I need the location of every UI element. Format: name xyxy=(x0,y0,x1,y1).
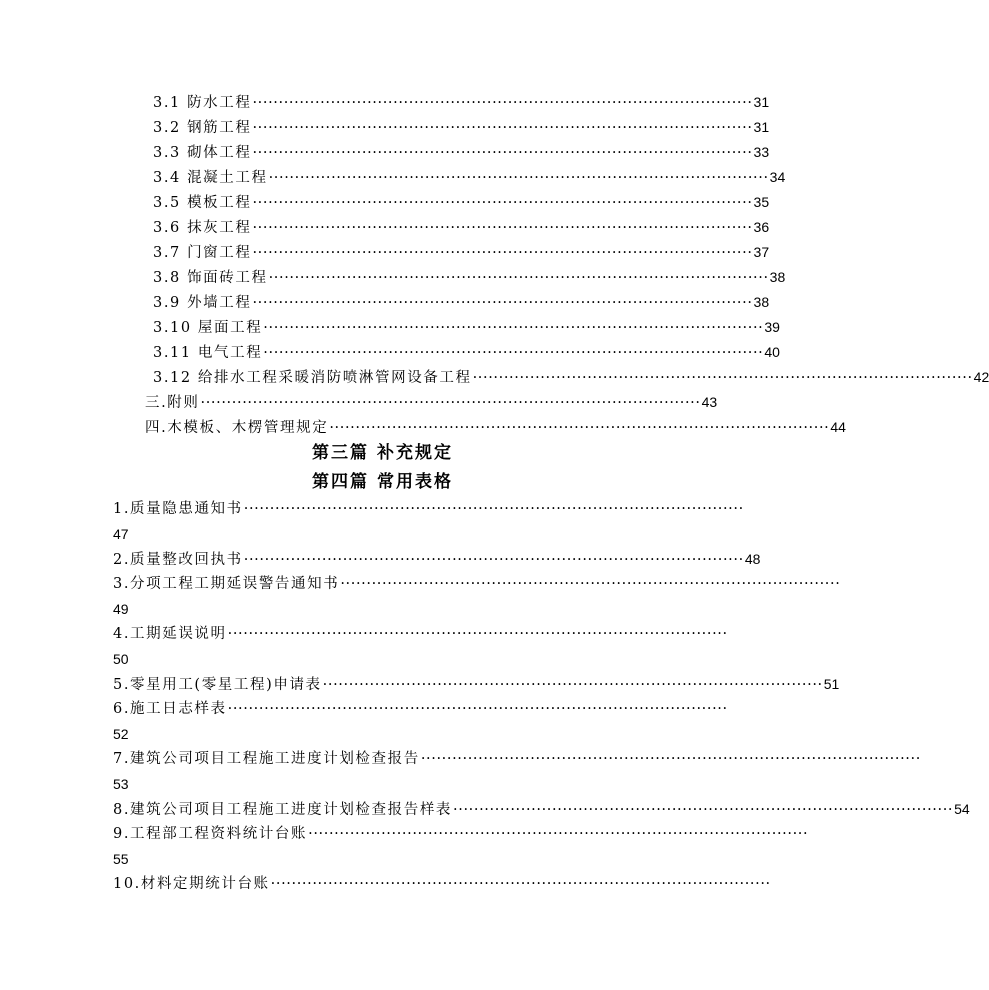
toc-page-number: 39 xyxy=(764,319,780,335)
toc-entry-label: 3.3 砌体工程 xyxy=(153,145,252,161)
toc-entry-3-6[interactable] xyxy=(153,217,770,238)
toc-leader-dots: ································································································ xyxy=(200,395,701,411)
toc-page-number: 33 xyxy=(753,144,770,160)
toc-entry-3-3[interactable] xyxy=(153,142,770,163)
toc-page-number: 31 xyxy=(753,94,770,110)
toc-entry-3-4[interactable] xyxy=(153,167,786,188)
toc-page-number: 47 xyxy=(113,526,129,542)
toc-leader-dots: ································································································ xyxy=(263,345,764,361)
toc-entry-form-6[interactable] xyxy=(113,699,728,719)
toc-leader-dots: ································································································ xyxy=(268,270,769,286)
toc-entry-label: 3.2 钢筋工程 xyxy=(153,120,252,136)
toc-entry-label: 8.建筑公司项目工程施工进度计划检查报告样表 xyxy=(113,802,453,818)
section-heading-part-4: 第四篇 常用表格 xyxy=(312,472,453,492)
toc-page-number: 31 xyxy=(753,119,770,135)
toc-entry-form-4[interactable] xyxy=(113,624,728,644)
toc-leader-dots: ································································································ xyxy=(227,626,728,642)
toc-leader-dots: ································································································ xyxy=(263,320,764,336)
toc-leader-dots: ································································································ xyxy=(322,677,823,693)
toc-entry-3-8[interactable] xyxy=(153,267,786,288)
toc-entry-form-8[interactable] xyxy=(113,799,970,820)
toc-entry-form-1[interactable] xyxy=(113,499,744,519)
toc-entry-label: 4.工期延误说明 xyxy=(113,626,227,642)
toc-entry-label: 3.10 屋面工程 xyxy=(153,320,263,336)
toc-page-number: 53 xyxy=(113,776,129,792)
toc-entry-appendix[interactable] xyxy=(145,392,718,413)
toc-page-number: 48 xyxy=(744,551,761,567)
toc-leader-dots: ································································································ xyxy=(420,751,921,767)
toc-leader-dots: ································································································ xyxy=(227,701,728,717)
toc-entry-form-5[interactable] xyxy=(113,674,840,695)
toc-leader-dots: ································································································ xyxy=(252,245,753,261)
toc-entry-label: 9.工程部工程资料统计台账 xyxy=(113,826,308,842)
toc-page-number: 34 xyxy=(769,169,786,185)
toc-entry-3-7[interactable] xyxy=(153,242,770,263)
toc-entry-form-2[interactable] xyxy=(113,549,761,570)
toc-page-number: 43 xyxy=(701,394,718,410)
toc-leader-dots: ································································································ xyxy=(243,552,744,568)
toc-entry-label: 3.1 防水工程 xyxy=(153,95,252,111)
toc-page-number: 49 xyxy=(113,601,129,617)
toc-leader-dots: ································································································ xyxy=(270,876,771,892)
toc-entry-label: 10.材料定期统计台账 xyxy=(113,876,270,892)
toc-leader-dots: ································································································ xyxy=(252,145,753,161)
toc-entry-3-1[interactable] xyxy=(153,92,770,113)
toc-entry-label: 3.8 饰面砖工程 xyxy=(153,270,268,286)
toc-entry-label: 5.零星用工(零星工程)申请表 xyxy=(113,677,322,693)
toc-page-number: 52 xyxy=(113,726,129,742)
toc-page-number: 40 xyxy=(764,344,780,360)
toc-entry-3-12[interactable] xyxy=(153,367,989,388)
toc-page-number: 38 xyxy=(769,269,786,285)
toc-page-number: 36 xyxy=(753,219,770,235)
toc-entry-label: 3.6 抹灰工程 xyxy=(153,220,252,236)
toc-leader-dots: ································································································ xyxy=(329,420,830,436)
toc-entry-label: 3.12 给排水工程采暖消防喷淋管网设备工程 xyxy=(153,370,472,386)
toc-entry-3-2[interactable] xyxy=(153,117,770,138)
toc-entry-label: 3.分项工程工期延误警告通知书 xyxy=(113,576,340,592)
toc-page-number: 55 xyxy=(113,851,129,867)
toc-entry-label: 2.质量整改回执书 xyxy=(113,552,243,568)
toc-entry-label: 6.施工日志样表 xyxy=(113,701,227,717)
toc-entry-formwork-rules[interactable] xyxy=(145,417,846,438)
toc-entry-label: 1.质量隐患通知书 xyxy=(113,501,243,517)
toc-page-number: 42 xyxy=(973,369,989,385)
toc-leader-dots: ································································································ xyxy=(252,295,753,311)
toc-entry-3-10[interactable] xyxy=(153,317,780,338)
toc-page-number: 50 xyxy=(113,651,129,667)
toc-leader-dots: ································································································ xyxy=(268,170,769,186)
toc-entry-label: 四.木模板、木楞管理规定 xyxy=(145,420,329,436)
section-heading-part-3: 第三篇 补充规定 xyxy=(312,443,453,463)
toc-entry-label: 三.附则 xyxy=(145,395,200,411)
toc-page-number: 38 xyxy=(753,294,770,310)
toc-entry-label: 3.9 外墙工程 xyxy=(153,295,252,311)
toc-leader-dots: ································································································ xyxy=(252,220,753,236)
toc-entry-label: 3.11 电气工程 xyxy=(153,345,263,361)
toc-leader-dots: ································································································ xyxy=(252,195,753,211)
toc-page-number: 44 xyxy=(830,419,846,435)
toc-entry-3-5[interactable] xyxy=(153,192,770,213)
toc-entry-3-11[interactable] xyxy=(153,342,780,363)
toc-page-number: 54 xyxy=(954,801,970,817)
toc-entry-form-3[interactable] xyxy=(113,574,841,594)
toc-entry-label: 7.建筑公司项目工程施工进度计划检查报告 xyxy=(113,751,420,767)
toc-page-number: 51 xyxy=(823,676,840,692)
toc-entry-3-9[interactable] xyxy=(153,292,770,313)
toc-entry-label: 3.7 门窗工程 xyxy=(153,245,252,261)
toc-entry-form-7[interactable] xyxy=(113,749,921,769)
toc-entry-form-9[interactable] xyxy=(113,824,809,844)
toc-entry-label: 3.5 模板工程 xyxy=(153,195,252,211)
toc-page-number: 35 xyxy=(753,194,770,210)
toc-page-number: 37 xyxy=(753,244,770,260)
toc-leader-dots: ································································································ xyxy=(340,576,841,592)
toc-entry-form-10[interactable] xyxy=(113,874,771,894)
toc-entry-label: 3.4 混凝土工程 xyxy=(153,170,268,186)
toc-leader-dots: ································································································ xyxy=(453,802,954,818)
toc-leader-dots: ································································································ xyxy=(252,95,753,111)
toc-leader-dots: ································································································ xyxy=(252,120,753,136)
toc-leader-dots: ································································································ xyxy=(243,501,744,517)
toc-leader-dots: ································································································ xyxy=(472,370,973,386)
toc-leader-dots: ································································································ xyxy=(308,826,809,842)
